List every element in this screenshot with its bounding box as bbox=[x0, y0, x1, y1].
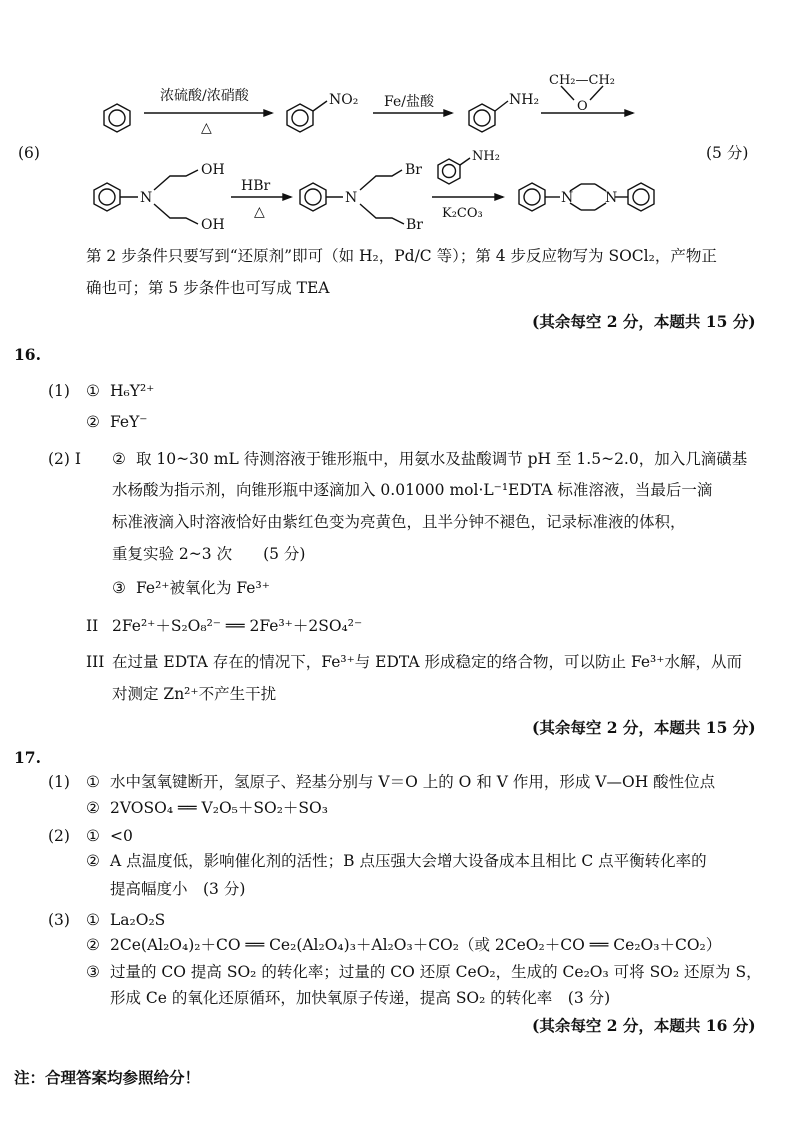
part-label: (3) bbox=[48, 911, 70, 929]
hydroxyl-top: OH bbox=[201, 162, 225, 178]
bromine-bottom: Br bbox=[406, 217, 423, 233]
answer-text: 重复实验 2~3 次 (5 分) bbox=[112, 545, 306, 563]
hydroxyl-bottom: OH bbox=[201, 217, 225, 233]
equation: 2VOSO₄ ══ V₂O₅＋SO₂＋SO₃ bbox=[110, 799, 328, 817]
arrow-head-5 bbox=[495, 194, 503, 200]
answer-text: 过量的 CO 提高 SO₂ 的转化率；过量的 CO 还原 CeO₂，生成的 Ce₂O₃ 可将 SO₂ 还原为 S， bbox=[110, 963, 762, 981]
answer-text: Fe²⁺被氧化为 Fe³⁺ bbox=[136, 579, 270, 597]
benzene-ring-reagent bbox=[438, 158, 470, 184]
item-number: ② bbox=[86, 413, 100, 431]
part-label: (2) bbox=[48, 827, 70, 845]
nitrogen-atom-2: N bbox=[345, 190, 358, 206]
nitrogen-atom: N bbox=[140, 190, 153, 206]
piperazine-ring bbox=[570, 184, 606, 210]
item-number: ② bbox=[86, 799, 100, 817]
item-number: ③ bbox=[112, 579, 126, 597]
answer-text: <0 bbox=[110, 827, 133, 845]
score-label: (5 分) bbox=[706, 144, 749, 162]
piperazine-n-left: N bbox=[561, 190, 574, 206]
step4-reagent: HBr bbox=[241, 178, 271, 194]
nitro-group: NO₂ bbox=[329, 92, 359, 108]
benzene-ring-product-left bbox=[519, 183, 545, 211]
reaction-scheme bbox=[0, 0, 800, 245]
note-line: 确也可；第 5 步条件也可写成 TEA bbox=[86, 279, 330, 297]
item-number: ① bbox=[86, 911, 100, 929]
answer-text: La₂O₂S bbox=[110, 911, 166, 929]
arrow-head-3 bbox=[625, 110, 633, 116]
part-label: (1) bbox=[48, 382, 70, 400]
benzene-ring-product-right bbox=[628, 183, 654, 211]
benzene-ring-diol bbox=[94, 183, 120, 211]
step5-base: K₂CO₃ bbox=[442, 206, 483, 221]
piperazine-n-right: N bbox=[605, 190, 618, 206]
step5-amine: NH₂ bbox=[472, 149, 500, 164]
equation: 2Ce(Al₂O₄)₂＋CO ══ Ce₂(Al₂O₄)₃＋Al₂O₃＋CO₂（或 2CeO₂＋CO ══ Ce₂O₃＋CO₂） bbox=[110, 936, 722, 954]
benzene-ring-nitro bbox=[287, 101, 327, 132]
arrow-head-1 bbox=[264, 110, 272, 116]
footer-note: 注：合理答案均参照给分！ bbox=[14, 1068, 201, 1087]
benzene-ring-aniline bbox=[469, 101, 508, 132]
part-label: (2) I bbox=[48, 450, 82, 468]
item-number: ② bbox=[86, 936, 100, 954]
score-summary: (其余每空 2 分，本题共 16 分) bbox=[532, 1016, 756, 1035]
epoxide-oxygen: O bbox=[577, 99, 588, 114]
benzene-ring-1 bbox=[104, 104, 130, 132]
item-number: ② bbox=[86, 852, 100, 870]
note-line: 第 2 步条件只要写到“还原剂”即可（如 H₂，Pd/C 等）；第 4 步反应物写为 SOCl₂，产物正 bbox=[86, 247, 717, 265]
score-summary: (其余每空 2 分，本题共 15 分) bbox=[532, 718, 756, 737]
answer-text: 水杨酸为指示剂，向锥形瓶中逐滴加入 0.01000 mol·L⁻¹EDTA 标准溶液，当最后一滴 bbox=[112, 481, 713, 499]
answer-text: A 点温度低，影响催化剂的活性；B 点压强大会增大设备成本且相比 C 点平衡转化率的 bbox=[110, 852, 707, 870]
bromine-top: Br bbox=[405, 162, 422, 178]
step1-condition: 浓硫酸/浓硝酸 bbox=[160, 88, 249, 104]
answer-text: 在过量 EDTA 存在的情况下，Fe³⁺与 EDTA 形成稳定的络合物，可以防止 Fe³⁺水解，从而 bbox=[112, 653, 742, 671]
item-number: ③ bbox=[86, 963, 100, 981]
answer-text: 对测定 Zn²⁺不产生干扰 bbox=[112, 685, 277, 703]
arrow-head-4 bbox=[283, 194, 291, 200]
answer-text: 取 10~30 mL 待测溶液于锥形瓶中，用氨水及盐酸调节 pH 至 1.5~2.0，加入几滴磺基 bbox=[136, 450, 748, 468]
epoxide-bond-left bbox=[561, 86, 574, 100]
answer-text: 提高幅度小 (3 分) bbox=[110, 880, 246, 898]
part-label: III bbox=[86, 653, 105, 671]
part-label: II bbox=[86, 617, 99, 635]
item-number: ① bbox=[86, 773, 100, 791]
item-number: ② bbox=[112, 450, 126, 468]
answer-text: 标准液滴入时溶液恰好由紫红色变为亮黄色，且半分钟不褪色，记录标准液的体积， bbox=[112, 513, 686, 531]
epoxide-bond-right bbox=[590, 86, 603, 100]
answer-text: 水中氢氧键断开，氢原子、羟基分别与 V＝O 上的 O 和 V 作用，形成 V—OH 酸性位点 bbox=[110, 773, 716, 791]
score-summary: (其余每空 2 分，本题共 15 分) bbox=[532, 312, 756, 331]
benzene-ring-dibromide bbox=[300, 183, 326, 211]
step4-delta: △ bbox=[254, 204, 265, 220]
part-label: (6) bbox=[18, 144, 40, 162]
answer-text: 形成 Ce 的氧化还原循环，加快氧原子传递，提高 SO₂ 的转化率 (3 分) bbox=[110, 989, 611, 1007]
answer-text: H₆Y²⁺ bbox=[110, 382, 155, 400]
item-number: ① bbox=[86, 827, 100, 845]
part-label: (1) bbox=[48, 773, 70, 791]
step2-condition: Fe/盐酸 bbox=[384, 94, 434, 110]
arrow-head-2 bbox=[444, 110, 452, 116]
step1-delta: △ bbox=[201, 120, 212, 136]
epoxide-ch2: CH₂—CH₂ bbox=[549, 73, 615, 88]
amine-group: NH₂ bbox=[509, 92, 540, 108]
question-number: 16. bbox=[14, 345, 41, 364]
equation: 2Fe²⁺＋S₂O₈²⁻ ══ 2Fe³⁺＋2SO₄²⁻ bbox=[112, 617, 363, 635]
question-number: 17. bbox=[14, 748, 41, 767]
item-number: ① bbox=[86, 382, 100, 400]
answer-text: FeY⁻ bbox=[110, 413, 148, 431]
